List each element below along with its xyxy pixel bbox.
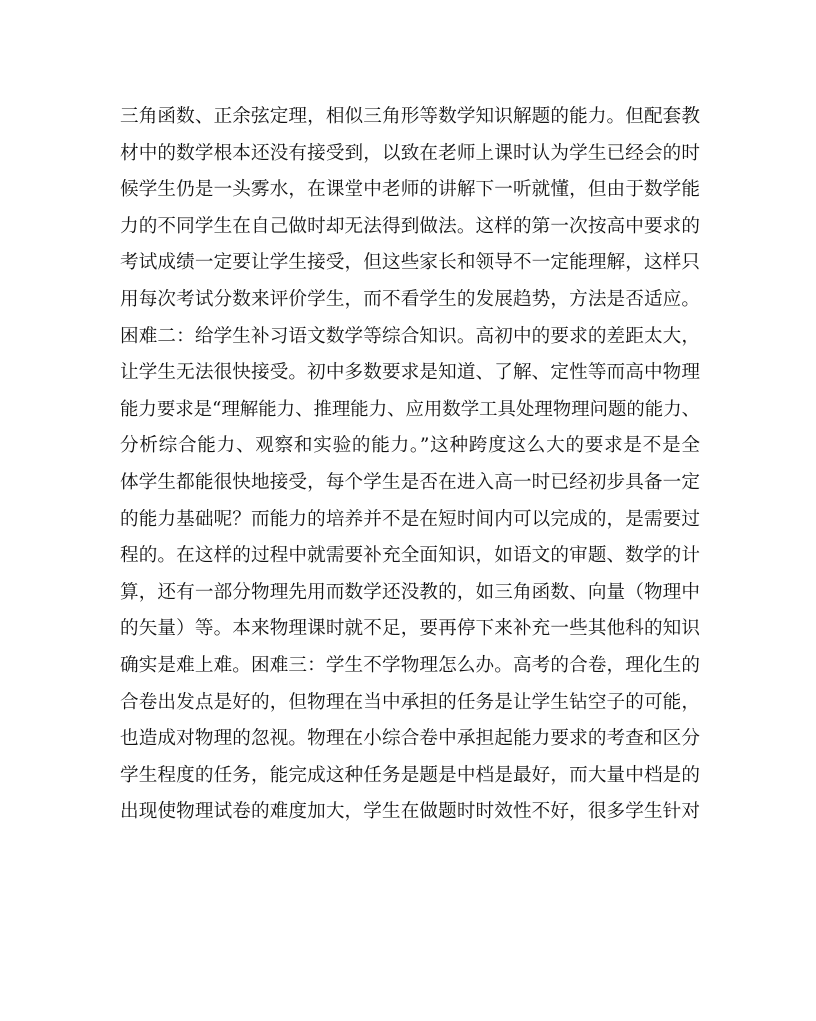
text-line-8: 让学生无法很快接受。初中多数要求是知道、了解、定性等而高中物理 xyxy=(120,362,700,384)
text-line-16: 确实是难上难。困难三：学生不学物理怎么办。高考的合卷，理化生的 xyxy=(120,654,700,676)
text-line-20: 出现使物理试卷的难度加大，学生在做题时时效性不好，很多学生针对 xyxy=(120,801,700,823)
text-line-11: 体学生都能很快地接受，每个学生是否在进入高一时已经初步具备一定 xyxy=(120,471,700,493)
text-line-6: 用每次考试分数来评价学生，而不看学生的发展趋势，方法是否适应。 xyxy=(120,288,700,310)
text-line-14: 算，还有一部分物理先用而数学还没教的，如三角函数、向量（物理中 xyxy=(120,581,700,603)
text-line-2: 材中的数学根本还没有接受到，以致在老师上课时认为学生已经会的时 xyxy=(120,142,700,164)
text-line-1: 三角函数、正余弦定理，相似三角形等数学知识解题的能力。但配套教 xyxy=(120,106,700,127)
text-line-5: 考试成绩一定要让学生接受，但这些家长和领导不一定能理解，这样只 xyxy=(120,252,700,274)
text-line-13: 程的。在这样的过程中就需要补充全面知识，如语文的审题、数学的计 xyxy=(120,545,700,567)
text-line-4: 力的不同学生在自己做时却无法得到做法。这样的第一次按高中要求的 xyxy=(120,215,700,237)
text-line-3: 候学生仍是一头雾水，在课堂中老师的讲解下一听就懂，但由于数学能 xyxy=(120,179,700,201)
text-line-17: 合卷出发点是好的，但物理在当中承担的任务是让学生钻空子的可能， xyxy=(120,691,700,713)
text-line-15: 的矢量）等。本来物理课时就不足，要再停下来补充一些其他科的知识 xyxy=(120,618,700,640)
text-line-10: 分析综合能力、观察和实验的能力。”这种跨度这么大的要求是不是全 xyxy=(120,435,700,457)
text-line-12: 的能力基础呢？而能力的培养并不是在短时间内可以完成的，是需要过 xyxy=(120,508,700,530)
text-line-9: 能力要求是“理解能力、推理能力、应用数学工具处理物理问题的能力、 xyxy=(120,398,700,420)
text-line-19: 学生程度的任务，能完成这种任务是题是中档是最好，而大量中档是的 xyxy=(120,764,700,786)
body-text xyxy=(120,99,700,831)
text-line-7: 困难二：给学生补习语文数学等综合知识。高初中的要求的差距太大， xyxy=(120,325,700,347)
text-line-18: 也造成对物理的忽视。物理在小综合卷中承担起能力要求的考查和区分 xyxy=(120,728,700,750)
